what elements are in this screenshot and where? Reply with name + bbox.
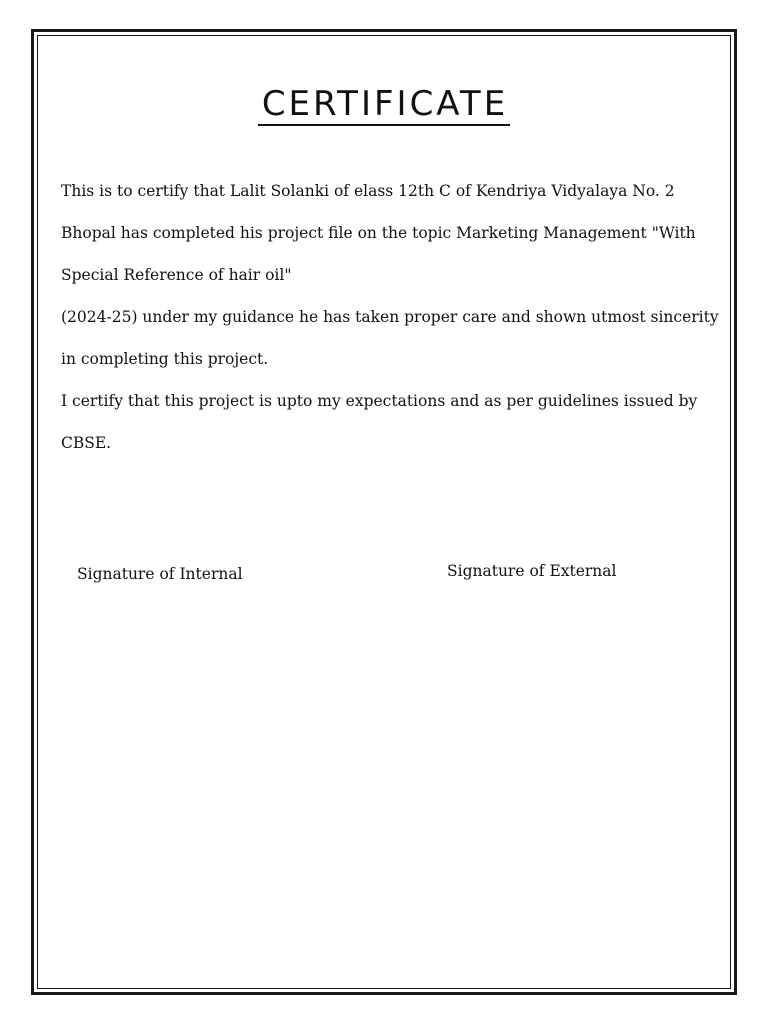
certificate-heading xyxy=(0,84,768,126)
signature-internal-label: Signature of Internal xyxy=(77,565,243,583)
paragraph-guidance: (2024-25) under my guidance he has taken proper care and shown utmost sincerity in completing this project. xyxy=(61,308,719,368)
paragraph-expectations: I certify that this project is upto my expectations and as per guidelines issued by CBSE. xyxy=(61,392,698,452)
certificate-body xyxy=(61,170,721,464)
paragraph-certify-student: This is to certify that Lalit Solanki of elass 12th C of Kendriya Vidyalaya No. 2 Bhopal has completed his project file on the topic Marketing Management "With Special Reference of hair oil" xyxy=(61,182,696,284)
certificate-title: CERTIFICATE xyxy=(258,84,510,126)
signature-external-label: Signature of External xyxy=(447,562,617,580)
